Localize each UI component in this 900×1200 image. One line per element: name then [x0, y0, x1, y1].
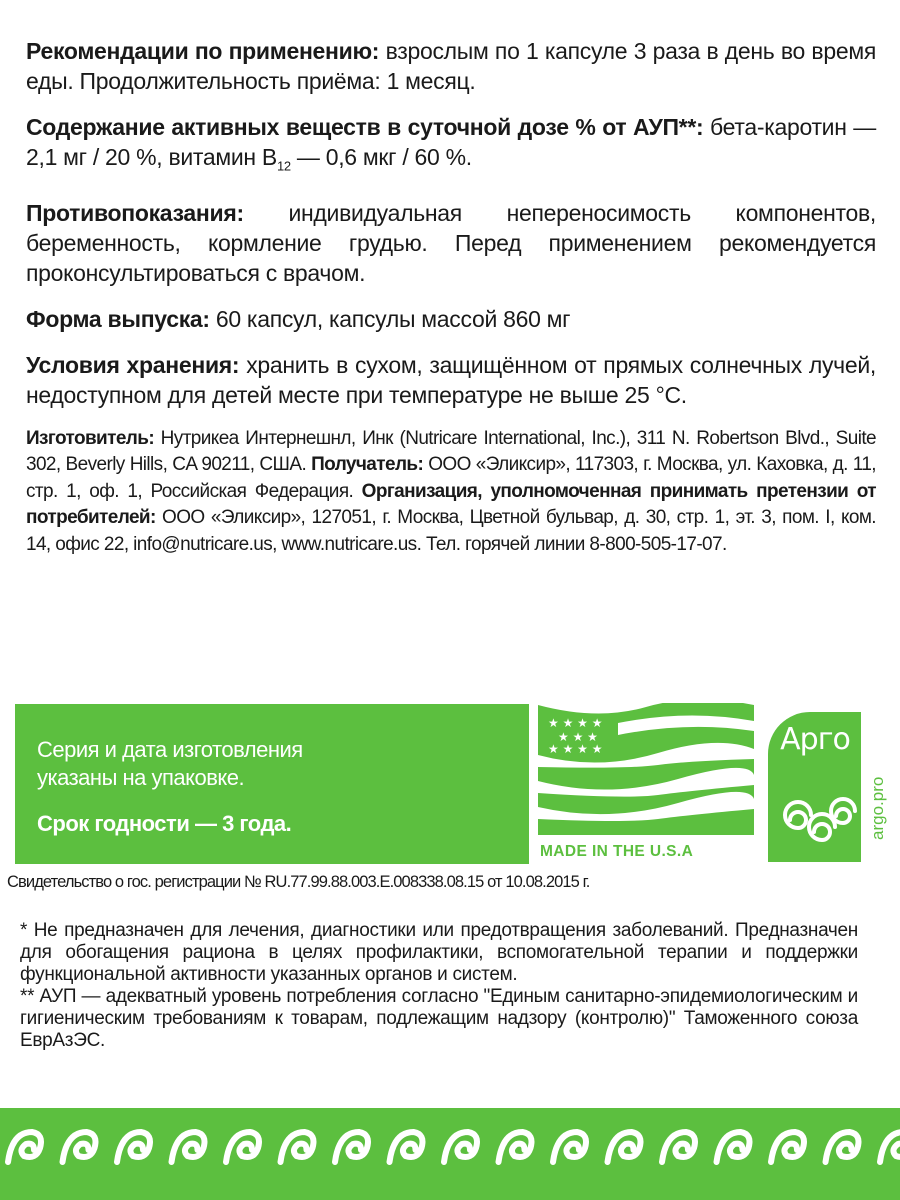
argo-spiral-icon — [774, 790, 858, 850]
usage-label: Рекомендации по применению: — [26, 38, 380, 64]
wave-spiral-path — [8, 1132, 900, 1162]
active-substances-text: бета-каротин — 2,1 мг / 20 %, витамин B — [26, 114, 876, 170]
usage-recommendations — [26, 36, 876, 96]
registration-certificate: Свидетельство о гос. регистрации № RU.77.99.88.003.Е.008338.08.15 от 10.08.2015 г. — [7, 873, 590, 891]
storage-label: Условия хранения: — [26, 351, 240, 378]
usa-flag-icon — [538, 703, 754, 835]
claims-label: Организация, уполномоченная принимать претензии от потребителей: — [26, 480, 876, 529]
contraindications-text: индивидуальная непереносимость компонентов, беременность, кормление грудью. Перед применением рекомендуется проконсультироваться с врачом. — [26, 199, 876, 286]
recipient-text: ООО «Эликсир», 117303, г. Москва, ул. Каховка, д. 11, стр. 1, оф. 1, Российская Федерация. — [26, 454, 876, 502]
storage-text: хранить в сухом, защищённом от прямых солнечных лучей, недоступном для детей месте при температуре не выше 25 °C. — [26, 351, 876, 408]
release-form-text: 60 капсул, капсулы массой 860 мг — [209, 305, 571, 332]
release-form — [26, 304, 876, 334]
svg-text:★ ★ ★: ★ ★ ★ — [558, 730, 598, 744]
batch-line-1: Серия и дата изготовления — [37, 737, 303, 762]
active-substances-label: Содержание активных веществ в суточной дозе % от АУП**: — [26, 114, 704, 140]
vitamin-subscript: 12 — [276, 158, 291, 174]
shelf-life: Срок годности — 3 года. — [37, 811, 292, 836]
manufacturer-text: Нутрикеа Интернешнл, Инк (Nutricare International, Inc.), 311 N. Robertson Blvd., Suite 302, Beverly Hills, CA 90211, США. — [26, 427, 876, 476]
batch-info-box — [15, 704, 529, 864]
contraindications-label: Противопоказания: — [26, 199, 244, 226]
manufacturer-label: Изготовитель: — [26, 427, 155, 449]
argo-logo-word: Арго — [780, 722, 850, 757]
footnotes — [20, 920, 858, 1052]
recipient-label: Получатель: — [306, 454, 424, 476]
active-substances-text-after: — 0,6 мкг / 60 %. — [290, 144, 472, 170]
made-in-usa: MADE IN THE U.S.A — [540, 843, 694, 860]
manufacturer-info — [26, 426, 876, 559]
wave-border-icon — [0, 1118, 900, 1174]
footnote-1: * Не предназначен для лечения, диагностики или предотвращения заболеваний. Предназначен для обогащения рациона в целях профилактики, вспомогательной терапии и поддержки функциональной активности указанных органов и систем. — [20, 920, 858, 985]
release-form-label: Форма выпуска: — [26, 305, 210, 332]
usage-text: взрослым по 1 капсуле 3 раза в день во время еды. Продолжительность приёма: 1 месяц. — [26, 38, 876, 94]
active-substances — [26, 112, 876, 182]
claims-text: ООО «Эликсир», 127051, г. Москва, Цветной бульвар, д. 30, стр. 1, эт. 3, пом. I, ком. 14, офис 22, info@nutricare.us, www.nutricare.us. Тел. горячей линии 8-800-505-17-07. — [26, 507, 876, 555]
footnote-2: ** АУП — адекватный уровень потребления согласно "Единым санитарно-эпидемиологическим и гигиеническим требованиям к товарам, подлежащим надзору (контролю)" Таможенного союза ЕврАзЭС. — [20, 986, 858, 1051]
svg-text:★ ★ ★ ★: ★ ★ ★ ★ — [548, 716, 603, 730]
svg-text:★ ★ ★ ★: ★ ★ ★ ★ — [548, 742, 603, 756]
contraindications — [26, 198, 876, 288]
batch-line-2: указаны на упаковке. — [37, 765, 245, 790]
storage-conditions — [26, 350, 876, 410]
product-label-text — [26, 36, 876, 558]
argo-url: argo.pro — [868, 776, 887, 840]
